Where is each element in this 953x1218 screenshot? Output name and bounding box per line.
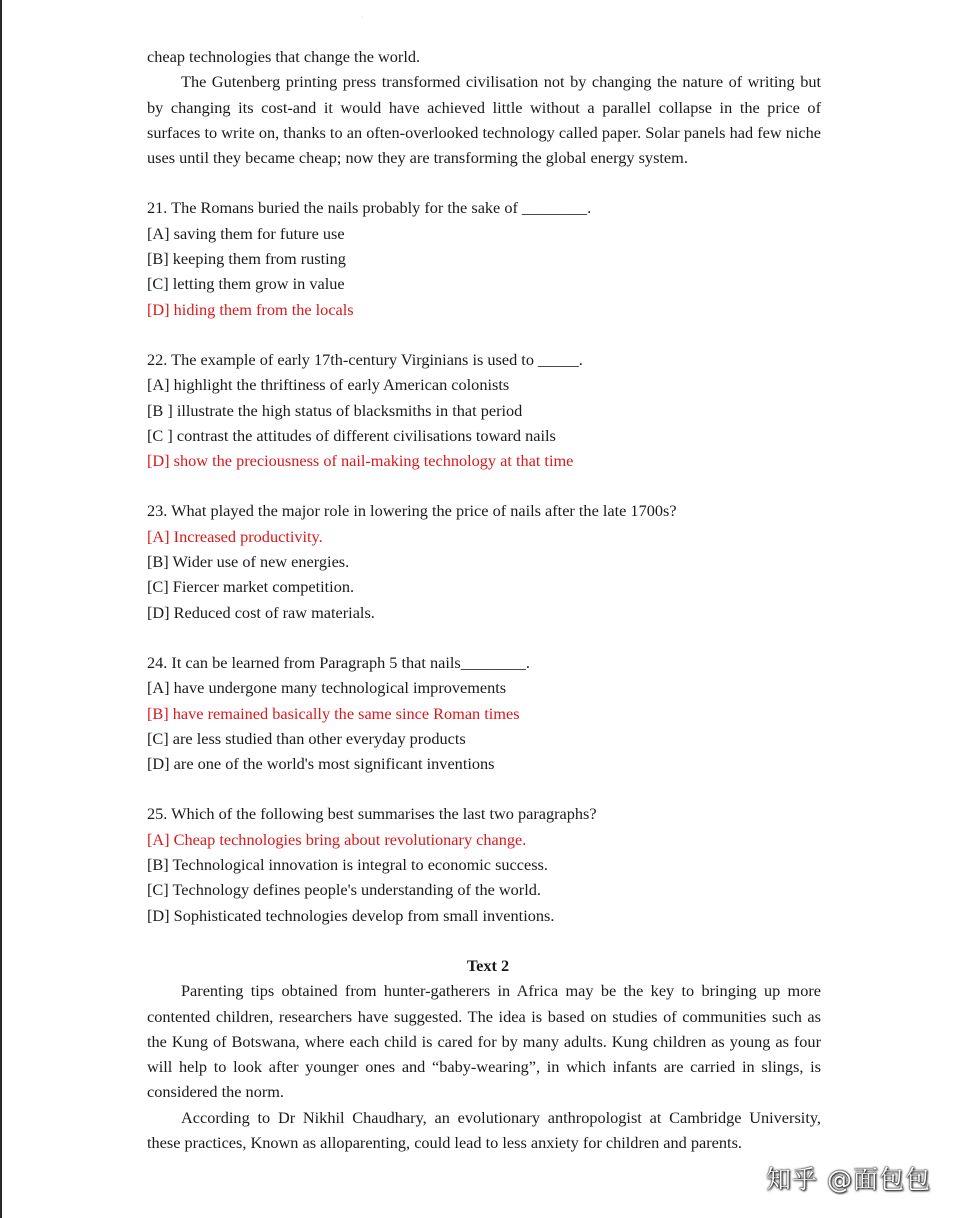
option-b: [B ] illustrate the high status of blacksmiths in that period xyxy=(147,400,523,420)
spacer xyxy=(147,473,821,498)
question-stem: 25. Which of the following best summarises the last two paragraphs? xyxy=(147,804,597,824)
option-a: [A] saving them for future use xyxy=(147,223,345,243)
option-b: [B] Wider use of new energies. xyxy=(147,552,350,572)
spacer xyxy=(147,928,821,953)
option-a: [A] highlight the thriftiness of early American colonists xyxy=(147,375,510,395)
question-22 xyxy=(147,347,821,473)
question-25 xyxy=(147,801,821,927)
option-d: [D] Reduced cost of raw materials. xyxy=(147,602,375,622)
option-b: [B] keeping them from rusting xyxy=(147,249,346,269)
section-title: Text 2 xyxy=(466,955,510,975)
spacer xyxy=(147,170,821,195)
spacer xyxy=(147,776,821,801)
background-watermark: · xyxy=(358,9,367,27)
spacer xyxy=(147,322,821,347)
question-stem: 24. It can be learned from Paragraph 5 that nails________. xyxy=(147,652,530,672)
question-21 xyxy=(147,195,821,321)
question-stem: 22. The example of early 17th-century Virginians is used to _____. xyxy=(147,349,583,369)
document-body xyxy=(147,44,821,1155)
source-watermark: 知乎 @面包包 xyxy=(766,1165,931,1194)
option-a-answer: [A] Increased productivity. xyxy=(147,526,323,546)
option-d-answer: [D] show the preciousness of nail-making technology at that time xyxy=(147,451,574,471)
question-23 xyxy=(147,498,821,624)
text2-paragraph-1: Parenting tips obtained from hunter-gatherers in Africa may be the key to bringing up more contented children, researchers have suggested. The idea is based on studies of communities such as the Kung of Botswana, where each child is cared for by many adults. Kung children as young as four will help to look after younger ones and “baby-wearing”, in which infants are carried in slings, is considered the norm. xyxy=(147,981,821,1102)
option-d: [D] Sophisticated technologies develop from small inventions. xyxy=(147,905,555,925)
text2-paragraph-2: According to Dr Nikhil Chaudhary, an evolutionary anthropologist at Cambridge University, these practices, Known as alloparenting, could lead to less anxiety for children and parents. xyxy=(147,1107,821,1152)
passage-tail-line: cheap technologies that change the world. xyxy=(147,47,421,66)
question-stem: 21. The Romans buried the nails probably for the sake of ________. xyxy=(147,198,592,218)
option-d-answer: [D] hiding them from the locals xyxy=(147,299,354,319)
option-b-answer: [B] have remained basically the same since Roman times xyxy=(147,703,520,723)
page-left-edge xyxy=(0,0,2,1218)
option-a-answer: [A] Cheap technologies bring about revolutionary change. xyxy=(147,829,527,849)
question-stem: 23. What played the major role in lowering the price of nails after the late 1700s? xyxy=(147,501,677,521)
spacer xyxy=(147,625,821,650)
option-d: [D] are one of the world's most significant inventions xyxy=(147,754,495,774)
option-c: [C ] contrast the attitudes of different civilisations toward nails xyxy=(147,425,556,445)
option-c: [C] Technology defines people's understanding of the world. xyxy=(147,880,541,900)
option-c: [C] letting them grow in value xyxy=(147,274,345,294)
option-b: [B] Technological innovation is integral to economic success. xyxy=(147,855,548,875)
option-c: [C] Fiercer market competition. xyxy=(147,577,355,597)
option-a: [A] have undergone many technological improvements xyxy=(147,678,507,698)
question-24 xyxy=(147,650,821,776)
passage-paragraph: The Gutenberg printing press transformed civilisation not by changing the nature of writing but by changing its cost-and it would have achieved little without a parallel collapse in the price of surfaces to write on, thanks to an often-overlooked technology called paper. Solar panels had few niche uses until they became cheap; now they are transforming the global energy system. xyxy=(147,72,821,168)
option-c: [C] are less studied than other everyday products xyxy=(147,728,466,748)
